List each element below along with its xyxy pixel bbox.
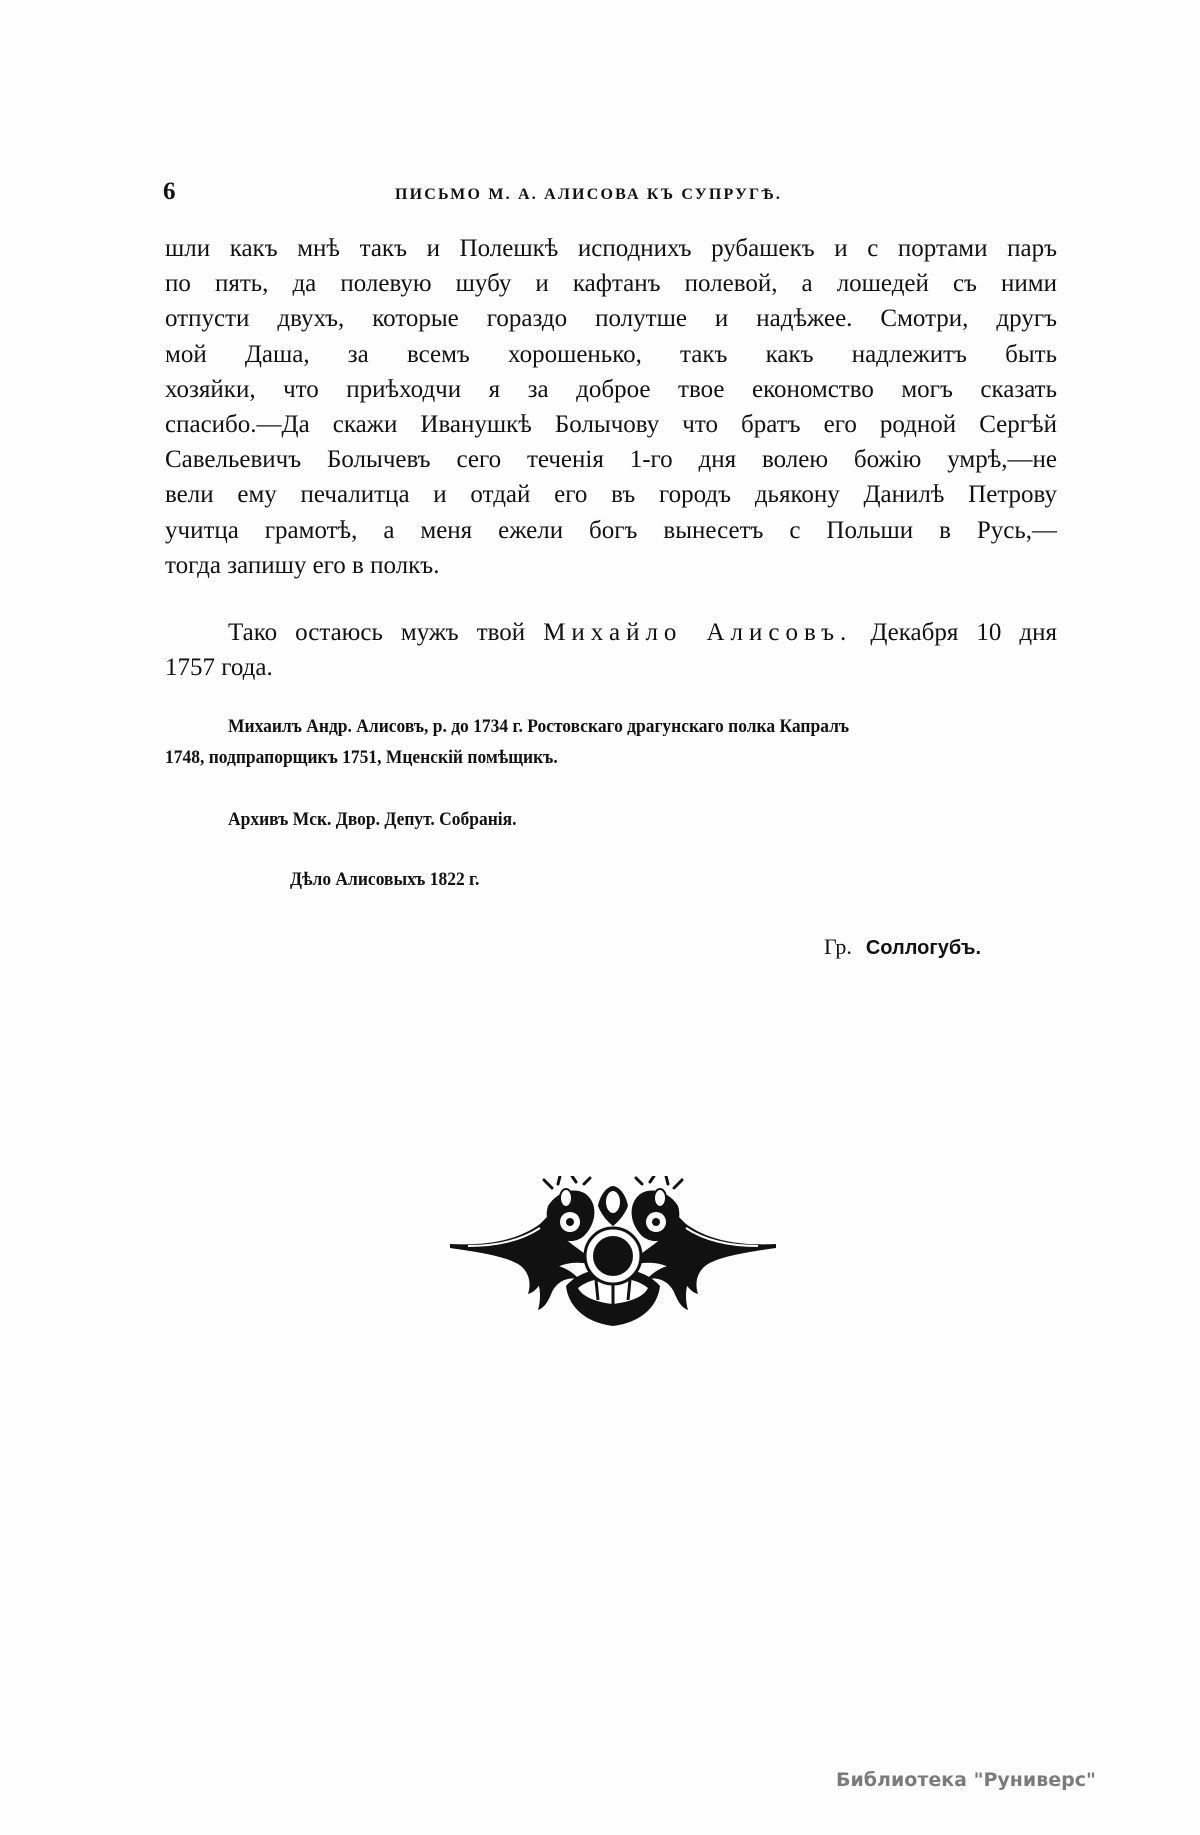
biography-note-line-1: Михаилъ Андр. Алисовъ, р. до 1734 г. Ростовскаго драгунскаго полка Капралъ	[228, 716, 850, 737]
letter-line: спасибо.—Да скажи Иванушкѣ Болычову что братъ его родной Сергѣй	[165, 410, 1057, 438]
case-note: Дѣло Алисовыхъ 1822 г.	[290, 869, 480, 890]
letter-line: учитца грамотѣ, а меня ежели богъ вынесетъ с Польши в Русь,—	[165, 516, 1057, 544]
closing-prefix: Тако остаюсь мужъ твой	[228, 619, 526, 646]
letter-line: по пять, да полевую шубу и кафтанъ полевой, а лошедей съ ними	[165, 270, 1057, 298]
signature	[824, 934, 981, 960]
letter-body	[165, 231, 1057, 583]
letter-line: отпусти двухъ, которые гораздо полутше и надѣжее. Смотри, другъ	[165, 305, 1057, 333]
floral-ornament-icon	[448, 1176, 778, 1328]
letter-closing	[165, 615, 1057, 685]
letter-line: мой Даша, за всемъ хорошенько, такъ какъ надлежитъ быть	[165, 340, 1057, 368]
closing-date: Декабря 10 дня	[870, 619, 1057, 646]
signature-title: Гр.	[824, 934, 852, 959]
biography-note-line-2: 1748, подпрапорщикъ 1751, Мценскій помѣщикъ.	[165, 747, 558, 768]
letter-line: тогда запишу его в полкъ.	[165, 551, 440, 579]
letter-line: шли какъ мнѣ такъ и Полешкѣ исподнихъ рубашекъ и с портами паръ	[165, 235, 1057, 262]
letter-line: Савельевичъ Болычевъ сего теченія 1-го дня волею божiю умрѣ,—не	[165, 446, 1057, 474]
signature-name: Соллогубъ.	[865, 937, 982, 959]
page-number: 6	[163, 178, 176, 205]
closing-year: 1757 года.	[165, 654, 273, 681]
closing-line	[165, 615, 1057, 650]
library-watermark: Библиотека "Руниверс"	[836, 1769, 1096, 1791]
running-head: ПИСЬМО М. А. АЛИСОВА КЪ СУПРУГѢ.	[395, 186, 783, 203]
letter-line: вели ему печалитца и отдай его въ городъ дьякону Данилѣ Петрову	[165, 481, 1057, 509]
author-name: Михайло Алисовъ.	[543, 619, 853, 646]
archive-note: Архивъ Мск. Двор. Депут. Собранія.	[228, 809, 517, 830]
letter-line: хозяйки, что приѣходчи я за доброе твое економство могъ сказать	[165, 375, 1057, 403]
